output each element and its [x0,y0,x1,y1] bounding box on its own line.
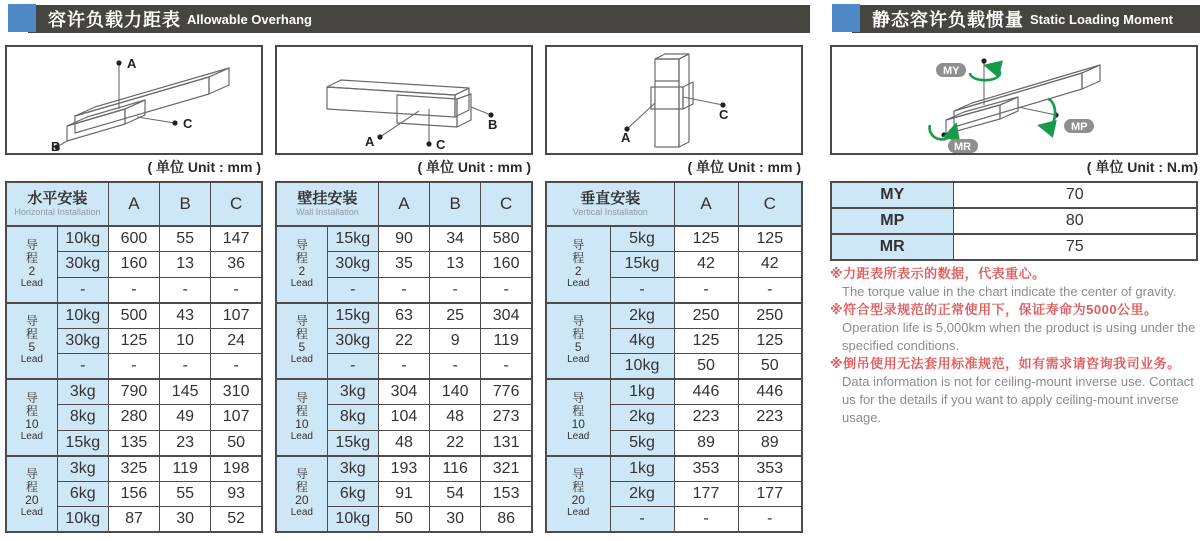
column-header: A [108,182,159,226]
value-cell: 42 [738,252,802,278]
value-cell: 353 [674,456,738,482]
point-a-label: A [127,56,137,71]
value-cell: 304 [378,379,429,405]
value-cell: 321 [481,456,532,482]
load-cell: 10kg [57,226,108,252]
load-cell: 10kg [57,303,108,329]
value-cell: 107 [211,405,262,431]
table-title-zh: 壁挂安装 [297,190,358,207]
table-title [6,182,108,226]
value-cell: - [674,277,738,303]
column-header: A [378,182,429,226]
vertical-installation-diagram [545,45,803,155]
value-cell: 89 [738,430,802,456]
load-cell: 5kg [610,226,674,252]
load-cell: - [57,277,108,303]
value-cell: 116 [430,456,481,482]
value-cell: - [481,277,532,303]
value-cell: - [211,277,262,303]
value-cell: 280 [108,405,159,431]
value-cell: 160 [481,252,532,278]
value-cell: 147 [211,226,262,252]
section-title-zh: 静态容许负载惯量 [872,10,1024,30]
load-cell: - [610,277,674,303]
load-cell: 30kg [327,252,378,278]
point-a-label: A [365,134,375,149]
value-cell: 50 [378,507,429,533]
svg-text:MP: MP [1071,121,1088,133]
value-cell: 250 [738,303,802,329]
value-cell: 50 [674,354,738,380]
value-cell: 89 [674,430,738,456]
value-cell: 790 [108,379,159,405]
actuator-drawing-icon [624,54,725,147]
load-cell: 15kg [57,430,108,456]
value-cell: 36 [211,252,262,278]
value-cell: - [738,507,802,533]
value-cell: - [674,507,738,533]
load-cell: - [57,354,108,380]
load-cell: 30kg [57,328,108,354]
value-cell: - [108,354,159,380]
value-cell: 48 [430,405,481,431]
point-c-label: C [436,137,446,152]
static-moment-column [830,0,1200,541]
value-cell: 125 [738,226,802,252]
load-cell: - [610,507,674,533]
lead-cell: 导 程 20 Lead [276,456,327,533]
point-a-label: A [621,130,631,145]
load-cell: 8kg [57,405,108,431]
point-c-label: C [719,107,729,122]
load-cell: 10kg [327,507,378,533]
load-cell: 10kg [57,507,108,533]
load-cell: 3kg [57,379,108,405]
value-cell: 446 [738,379,802,405]
note-text-zh: ※倒吊使用无法套用标准规范，如有需求请咨询我司业务。 [830,356,1181,371]
value-cell: 25 [430,303,481,329]
value-cell: - [430,277,481,303]
value-cell: 52 [211,507,262,533]
value-cell: 91 [378,481,429,507]
note-text-zh: ※力距表所表示的数据，代表重心。 [830,266,1046,281]
value-cell: 325 [108,456,159,482]
value-cell: - [481,354,532,380]
value-cell: 50 [211,430,262,456]
value-cell: 90 [378,226,429,252]
value-cell: 135 [108,430,159,456]
value-cell: 9 [430,328,481,354]
lead-cell: 导 程 20 Lead [546,456,610,533]
value-cell: 156 [108,481,159,507]
moment-label: MR [831,234,953,260]
value-cell: - [738,277,802,303]
value-cell: 125 [738,328,802,354]
value-cell: 50 [738,354,802,380]
svg-text:MR: MR [954,141,972,153]
value-cell: 125 [674,226,738,252]
section-title-en: Static Loading Moment [1030,11,1173,27]
value-cell: 223 [738,405,802,431]
value-cell: 30 [430,507,481,533]
moment-diagram [830,45,1198,155]
vertical-installation-column [545,0,803,541]
value-cell: 30 [160,507,211,533]
value-cell: 24 [211,328,262,354]
point-b-label: B [488,117,498,132]
wall-installation-column [275,0,533,541]
value-cell: - [108,277,159,303]
note-item [830,301,1200,355]
load-cell: 5kg [610,430,674,456]
load-cell: 6kg [57,481,108,507]
value-cell: 193 [378,456,429,482]
mr-badge [948,139,978,153]
svg-text:MY: MY [943,65,960,77]
value-cell: 93 [211,481,262,507]
my-badge [936,63,966,77]
load-cell: 4kg [610,328,674,354]
load-cell: 8kg [327,405,378,431]
moment-label: MP [831,208,953,234]
horizontal-installation-table [5,181,263,533]
moment-table [830,181,1198,261]
value-cell: 23 [160,430,211,456]
my-rotation-arrow-icon [970,67,1000,80]
value-cell: 177 [738,481,802,507]
load-cell: 3kg [327,379,378,405]
value-cell: 55 [160,226,211,252]
table-title-en: Vertical Installation [572,207,648,217]
table-title [276,182,378,226]
notes-list [830,265,1200,427]
value-cell: 177 [674,481,738,507]
load-cell: 3kg [57,456,108,482]
value-cell: 63 [378,303,429,329]
note-text-zh: ※符合型录规范的正常使用下，保证寿命为5000公里。 [830,302,1158,317]
load-cell: 2kg [610,303,674,329]
value-cell: 500 [108,303,159,329]
load-cell: 10kg [610,354,674,380]
value-cell: - [378,277,429,303]
value-cell: 42 [674,252,738,278]
value-cell: 353 [738,456,802,482]
column-header: C [738,182,802,226]
load-cell: 2kg [610,481,674,507]
mp-badge [1064,119,1094,133]
value-cell: 87 [108,507,159,533]
horizontal-installation-diagram [5,45,263,155]
value-cell: 119 [160,456,211,482]
column-header: B [160,182,211,226]
unit-label: ( 单位 Unit : N.m) [1086,159,1198,175]
value-cell: 22 [378,328,429,354]
value-cell: 145 [160,379,211,405]
value-cell: 140 [430,379,481,405]
value-cell: 273 [481,405,532,431]
table-title-en: Horizontal Installation [14,207,101,217]
table-title-zh: 垂直安装 [580,190,641,207]
column-header: C [481,182,532,226]
load-cell: 15kg [327,226,378,252]
value-cell: 119 [481,328,532,354]
load-cell: 15kg [610,252,674,278]
actuator-drawing-icon [327,80,494,147]
value-cell: 131 [481,430,532,456]
value-cell: 446 [674,379,738,405]
value-cell: 776 [481,379,532,405]
value-cell: 43 [160,303,211,329]
moment-value: 75 [953,234,1197,260]
value-cell: 10 [160,328,211,354]
note-text-en: Operation life is 5,000km when the product is using under the specified conditions. [842,320,1196,353]
value-cell: 160 [108,252,159,278]
load-cell: - [327,354,378,380]
value-cell: 125 [674,328,738,354]
value-cell: - [160,277,211,303]
value-cell: 223 [674,405,738,431]
point-c-label: C [183,116,193,131]
value-cell: - [378,354,429,380]
unit-label: ( 单位 Unit : mm ) [147,159,261,175]
lead-cell: 导 程 5 Lead [276,303,327,380]
load-cell: 30kg [57,252,108,278]
note-text-en: Data information is not for ceiling-mount inverse use. Contact us for the details if you want to apply ceiling-mount inverse usage. [842,374,1194,425]
note-item [830,355,1200,427]
value-cell: 13 [430,252,481,278]
column-header: A [674,182,738,226]
value-cell: 304 [481,303,532,329]
load-cell: 1kg [610,379,674,405]
value-cell: - [430,354,481,380]
value-cell: - [160,354,211,380]
load-cell: 1kg [610,456,674,482]
wall-installation-diagram [275,45,533,155]
load-cell: 3kg [327,456,378,482]
load-cell: 2kg [610,405,674,431]
unit-label: ( 单位 Unit : mm ) [687,159,801,175]
moment-value: 80 [953,208,1197,234]
value-cell: 600 [108,226,159,252]
moment-label: MY [831,182,953,208]
value-cell: 107 [211,303,262,329]
note-item [830,265,1200,301]
load-cell: 30kg [327,328,378,354]
value-cell: 34 [430,226,481,252]
load-cell: - [327,277,378,303]
column-header: C [211,182,262,226]
table-title [546,182,674,226]
wall-installation-table [275,181,533,533]
value-cell: 13 [160,252,211,278]
load-cell: 6kg [327,481,378,507]
value-cell: 250 [674,303,738,329]
value-cell: 22 [430,430,481,456]
value-cell: 125 [108,328,159,354]
lead-cell: 导 程 2 Lead [6,226,57,303]
value-cell: 55 [160,481,211,507]
load-cell: 15kg [327,430,378,456]
value-cell: 198 [211,456,262,482]
lead-cell: 导 程 5 Lead [546,303,610,380]
lead-cell: 导 程 10 Lead [276,379,327,456]
actuator-drawing-icon [54,60,229,149]
horizontal-installation-column [5,0,263,541]
lead-cell: 导 程 10 Lead [546,379,610,456]
column-header: B [430,182,481,226]
value-cell: 35 [378,252,429,278]
lead-cell: 导 程 10 Lead [6,379,57,456]
value-cell: 104 [378,405,429,431]
moment-value: 70 [953,182,1197,208]
value-cell: 580 [481,226,532,252]
value-cell: 310 [211,379,262,405]
value-cell: 86 [481,507,532,533]
value-cell: - [211,354,262,380]
section-title-zh: 容许负载力距表 [48,10,181,30]
lead-cell: 导 程 20 Lead [6,456,57,533]
table-title-zh: 水平安装 [27,190,88,207]
section-title-en: Allowable Overhang [187,11,312,27]
load-cell: 15kg [327,303,378,329]
unit-label: ( 单位 Unit : mm ) [417,159,531,175]
note-text-en: The torque value in the chart indicate the center of gravity. [842,284,1177,299]
value-cell: 153 [481,481,532,507]
lead-cell: 导 程 2 Lead [546,226,610,303]
value-cell: 49 [160,405,211,431]
point-b-label: B [51,139,61,153]
vertical-installation-table [545,181,803,533]
value-cell: 54 [430,481,481,507]
lead-cell: 导 程 2 Lead [276,226,327,303]
lead-cell: 导 程 5 Lead [6,303,57,380]
value-cell: 48 [378,430,429,456]
table-title-en: Wall Installation [296,207,359,217]
